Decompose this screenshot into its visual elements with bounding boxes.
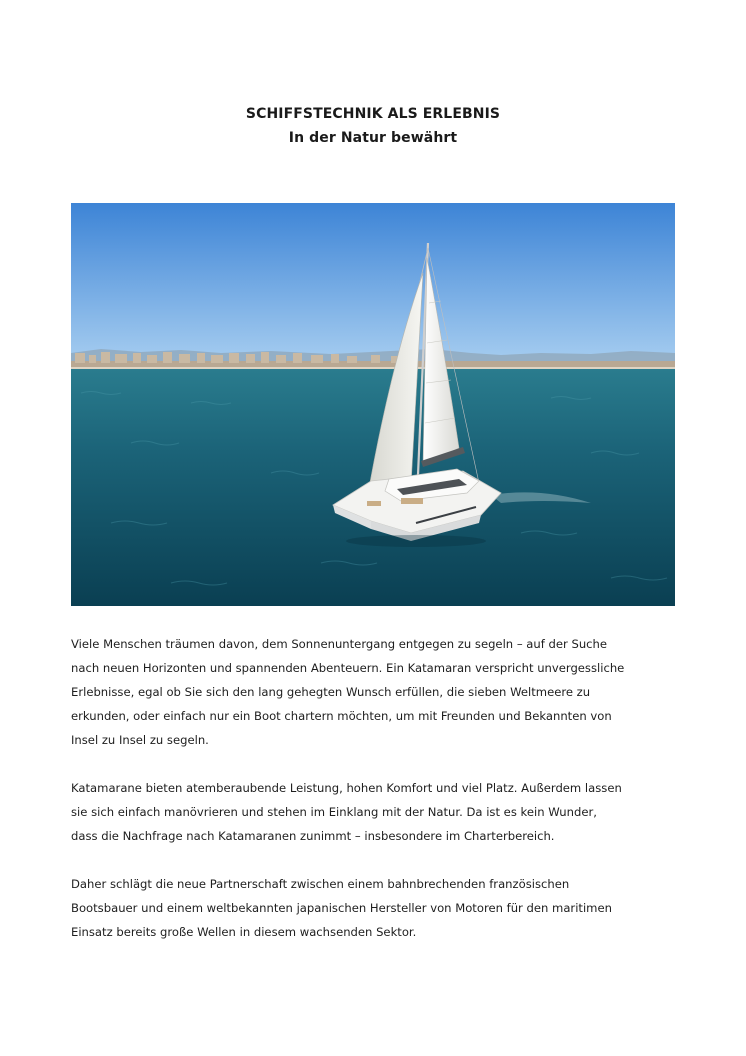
paragraph-3 bbox=[71, 872, 681, 944]
paragraph-line: Insel zu Insel zu segeln. bbox=[71, 733, 209, 747]
sky bbox=[71, 203, 675, 363]
boat-shadow bbox=[346, 535, 486, 547]
document-subtitle: In der Natur bewährt bbox=[288, 130, 458, 146]
paragraph-line: dass die Nachfrage nach Katamaranen zunimmt – insbesondere im Charterbereich. bbox=[71, 829, 555, 843]
paragraph-line: nach neuen Horizonten und spannenden Abenteuern. Ein Katamaran verspricht unvergessliche bbox=[71, 661, 625, 675]
paragraph-line: Einsatz bereits große Wellen in diesem wachsenden Sektor. bbox=[71, 925, 417, 939]
paragraph-line: Katamarane bieten atemberaubende Leistung, hohen Komfort und viel Platz. Außerdem lassen bbox=[71, 781, 622, 795]
paragraph-line: Bootsbauer und einem weltbekannten japanischen Hersteller von Motoren für den maritimen bbox=[71, 901, 612, 915]
paragraph-line: Viele Menschen träumen davon, dem Sonnenuntergang entgegen zu segeln – auf der Suche bbox=[71, 637, 608, 651]
paragraph-line: sie sich einfach manövrieren und stehen im Einklang mit der Natur. Da ist es kein Wunder, bbox=[71, 805, 597, 819]
paragraph-line: Erlebnisse, egal ob Sie sich den lang gehegten Wunsch erfüllen, die sieben Weltmeere zu bbox=[71, 685, 591, 699]
paragraph-1 bbox=[71, 632, 681, 752]
paragraph-2 bbox=[71, 776, 681, 848]
catamaran-photo bbox=[71, 203, 675, 606]
title-block bbox=[0, 102, 746, 150]
document-title: SCHIFFSTECHNIK ALS ERLEBNIS bbox=[245, 106, 501, 122]
paragraph-line: erkunden, oder einfach nur ein Boot chartern möchten, um mit Freunden und Bekannten von bbox=[71, 709, 612, 723]
paragraph-line: Daher schlägt die neue Partnerschaft zwischen einem bahnbrechenden französischen bbox=[71, 877, 570, 891]
